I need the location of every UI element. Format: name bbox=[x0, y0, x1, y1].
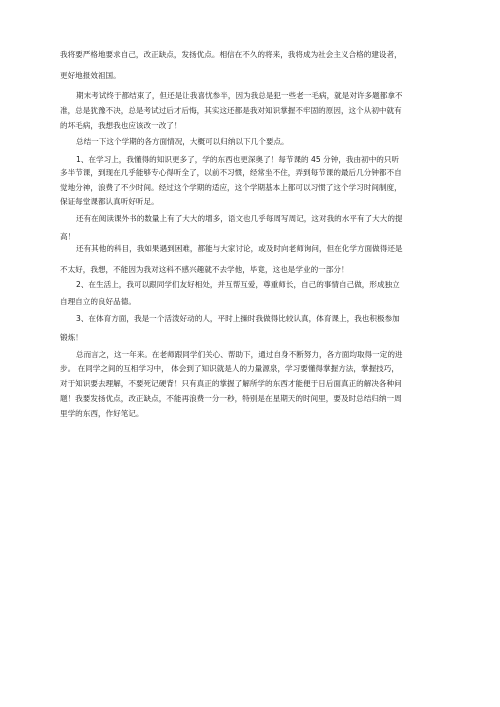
text-line: 步。 在同学之间的互相学习中， 体会到了知识就是人的力量源泉，学习要懂得掌握方法，掌握技巧， bbox=[60, 364, 399, 373]
text-line: 还有其他的科目，我如果遇到困难，都能与大家讨论，或及时向老师询问，但在化学方面做得还是 bbox=[76, 244, 403, 253]
text-line: 准，总是犹豫不决，总是考试过后才后悔，其实这还都是我对知识掌握不牢固的原因，这个从初中就有 bbox=[60, 106, 402, 115]
text-line: 高！ bbox=[60, 232, 76, 241]
text-line: 3、在体育方面，我是一个活泼好动的人，平时上操时我做得比较认真，体育课上，我也积极参加 bbox=[76, 314, 400, 323]
text-line: 总结一下这个学期的各方面情况，大概可以归纳以下几个要点。 bbox=[76, 137, 289, 146]
text-line: 还有在阅读课外书的数量上有了大大的增多，语文也几乎每周写周记，这对我的水平有了大大的提 bbox=[76, 214, 403, 223]
text-line: 不太好，我想，不能因为我对这科不感兴趣就不去学他，毕竟，这也是学业的一部分！ bbox=[60, 265, 349, 274]
text-line: 2、在生活上，我可以跟同学们友好相处，并互帮互爱，尊重师长，自己的事情自己做，形成独立 bbox=[76, 280, 400, 289]
text-line: 更好地报效祖国。 bbox=[60, 71, 121, 80]
text-line: 保证每堂课都认真听好听足。 bbox=[60, 197, 159, 206]
text-line: 锻炼！ bbox=[60, 333, 83, 342]
text-line: 觉地分神，浪费了不少时间。经过这个学期的适应，这个学期基本上都可以习惯了这个学习时间制度， bbox=[60, 183, 402, 192]
text-line: 的坏毛病，我想我也应该改一改了！ bbox=[60, 121, 182, 130]
text-line: 题！我要发扬优点，改正缺点，不能再浪费一分一秒，特别是在星期天的时间里，要及时总结归纳一周 bbox=[60, 394, 402, 403]
text-line: 多半节课，到现在几乎能够专心得听全了，以前不习惯，经常坐不住，弄到每节课的最后几分钟都不自 bbox=[60, 168, 402, 177]
text-line: 期末考试终于都结束了，但还是让我喜忧参半，因为我总是犯一些老一毛病，就是对许多题都拿不 bbox=[76, 91, 403, 100]
text-line: 1、在学习上，我懂得的知识更多了，学的东西也更深奥了！每节课的 45 分钟，我由初中的只听 bbox=[76, 155, 400, 164]
text-line: 自理自立的良好品德。 bbox=[60, 297, 136, 306]
text-line: 我将要严格地要求自己，改正缺点，发扬优点。相信在不久的将来，我将成为社会主义合格的建设者， bbox=[60, 50, 402, 59]
text-line: 总而言之，这一年来。在老师跟同学们关心、帮助下，通过自身不断努力，各方面均取得一定的进 bbox=[76, 350, 403, 359]
text-line: 对于知识要去理解，不要死记硬背！只有真正的掌握了解所学的东西才能便于日后面真正的解决各种问 bbox=[60, 379, 402, 388]
text-line: 里学的东西，作好笔记。 bbox=[60, 409, 144, 418]
